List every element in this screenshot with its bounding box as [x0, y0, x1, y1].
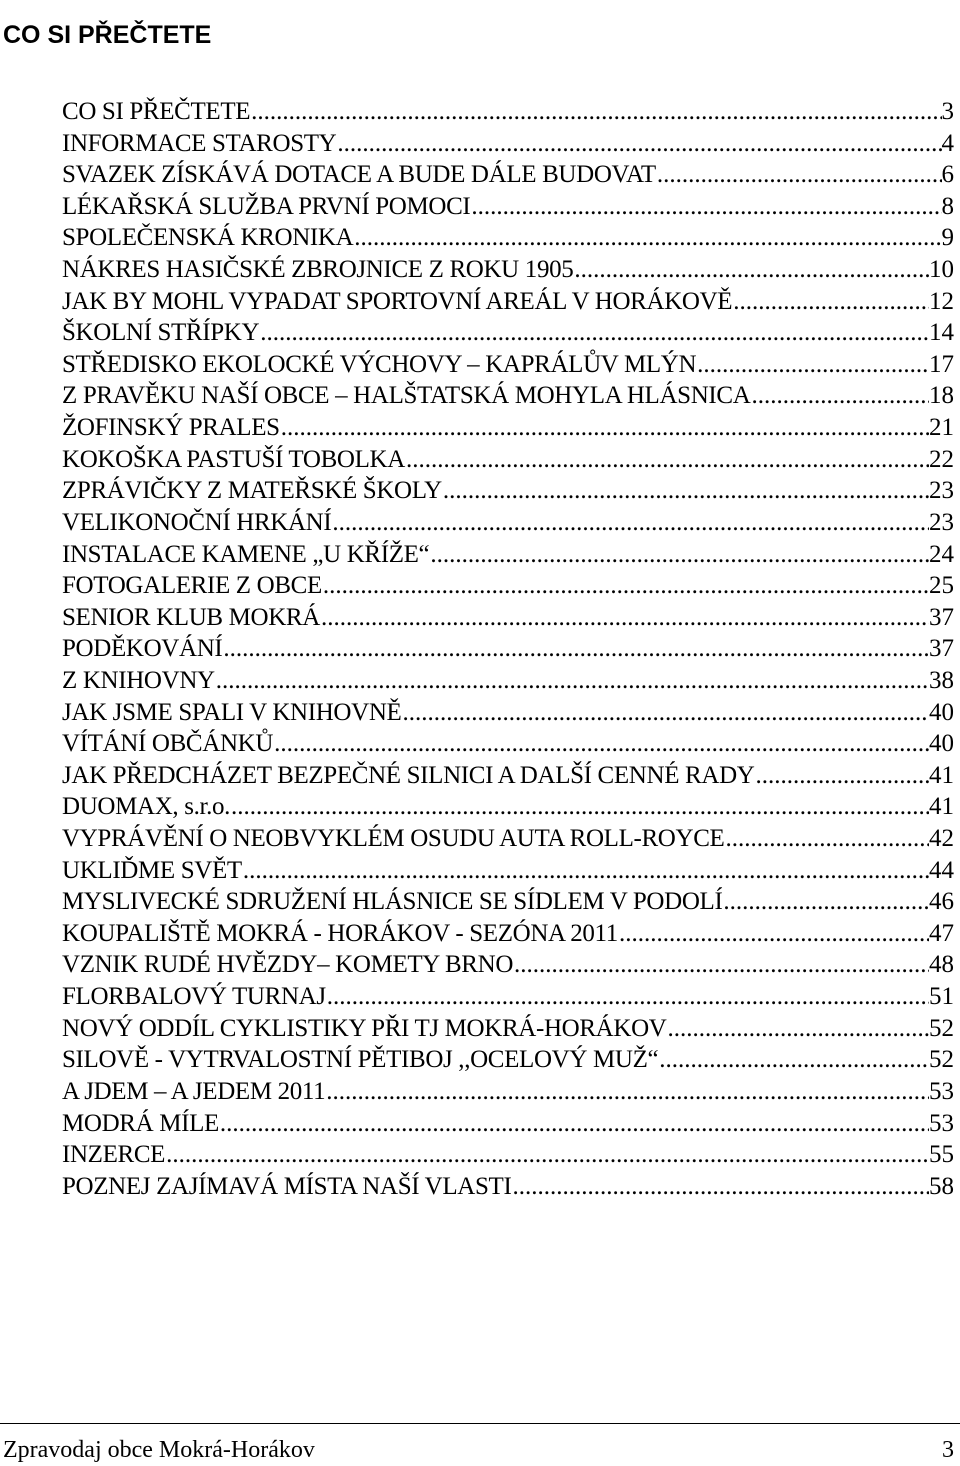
toc-entry-title: KOKOŠKA PASTUŠÍ TOBOLKA	[62, 445, 405, 473]
toc-entry-page: 23	[929, 477, 954, 505]
toc-dot-leader	[280, 412, 929, 444]
toc-dot-leader	[754, 760, 929, 792]
toc-entry[interactable]	[62, 981, 954, 1013]
toc-dot-leader	[750, 380, 929, 412]
toc-dot-leader	[401, 697, 929, 729]
toc-dot-leader	[722, 886, 929, 918]
toc-entry-page: 53	[929, 1077, 954, 1105]
toc-dot-leader	[336, 128, 941, 160]
toc-dot-leader	[511, 1171, 929, 1203]
toc-dot-leader	[696, 349, 929, 381]
toc-dot-leader	[331, 507, 929, 539]
toc-dot-leader	[222, 633, 929, 665]
toc-dot-leader	[658, 1044, 929, 1076]
toc-dot-leader	[470, 191, 941, 223]
toc-entry[interactable]	[62, 507, 954, 539]
toc-entry-page: 3	[941, 98, 954, 125]
footer-page-number: 3	[942, 1437, 954, 1463]
toc-entry-page: 53	[929, 1109, 954, 1137]
toc-entry[interactable]	[62, 918, 954, 950]
toc-entry[interactable]	[62, 222, 954, 254]
toc-dot-leader	[667, 1013, 929, 1045]
toc-entry[interactable]	[62, 380, 954, 412]
toc-entry-title: MODRÁ MÍLE	[62, 1109, 219, 1137]
toc-dot-leader	[405, 444, 929, 476]
toc-entry[interactable]	[62, 1013, 954, 1045]
footer-publication-title: Zpravodaj obce Mokrá-Horákov	[3, 1437, 315, 1463]
toc-entry-page: 42	[929, 825, 954, 853]
toc-entry-title: NOVÝ ODDÍL CYKLISTIKY PŘI TJ MOKRÁ-HORÁKOV	[62, 1014, 667, 1042]
toc-entry[interactable]	[62, 539, 954, 571]
toc-entry-page: 37	[929, 603, 954, 631]
toc-entry-page: 9	[941, 224, 954, 252]
toc-entry-page: 58	[929, 1172, 954, 1200]
toc-entry-page: 21	[929, 414, 954, 442]
toc-dot-leader	[573, 254, 929, 286]
toc-dot-leader	[259, 317, 929, 349]
toc-entry[interactable]	[62, 1076, 954, 1108]
toc-entry-page: 12	[929, 287, 954, 315]
toc-dot-leader	[322, 570, 929, 602]
toc-entry-page: 47	[929, 919, 954, 947]
toc-entry-page: 23	[929, 508, 954, 536]
toc-entry[interactable]	[62, 886, 954, 918]
toc-entry-title: NÁKRES HASIČSKÉ ZBROJNICE Z ROKU 1905	[62, 256, 574, 284]
toc-entry-page: 37	[929, 635, 954, 663]
toc-entry[interactable]	[62, 412, 954, 444]
toc-dot-leader	[230, 791, 929, 823]
toc-entry-title: JAK JSME SPALI V KNIHOVNĚ	[62, 698, 402, 726]
toc-entry-title: FOTOGALERIE Z OBCE	[62, 572, 322, 600]
toc-dot-leader	[732, 286, 929, 318]
toc-entry-title: UKLIĎME SVĚT	[62, 856, 242, 884]
toc-entry-title: Z KNIHOVNY	[62, 666, 215, 694]
toc-entry[interactable]	[62, 791, 954, 823]
toc-entry[interactable]	[62, 823, 954, 855]
toc-entry-page: 14	[929, 319, 954, 347]
toc-entry-page: 51	[929, 983, 954, 1011]
toc-entry-title: INSTALACE KAMENE „U KŘÍŽE“	[62, 540, 430, 568]
toc-entry-title: STŘEDISKO EKOLOCKÉ VÝCHOVY – KAPRÁLŮV MLÝN	[62, 350, 697, 378]
toc-dot-leader	[165, 1139, 929, 1171]
toc-entry-page: 22	[929, 445, 954, 473]
page-title: CO SI PŘEČTETE	[3, 20, 212, 49]
toc-dot-leader	[325, 1076, 929, 1108]
toc-entry[interactable]	[62, 697, 954, 729]
toc-dot-leader	[326, 981, 929, 1013]
toc-entry-page: 48	[929, 951, 954, 979]
toc-dot-leader	[242, 855, 929, 887]
toc-dot-leader	[215, 665, 929, 697]
toc-entry-page: 41	[929, 793, 954, 821]
toc-entry-title: POZNEJ ZAJÍMAVÁ MÍSTA NAŠÍ VLASTI	[62, 1172, 512, 1200]
toc-entry[interactable]	[62, 602, 954, 634]
toc-entry-title: KOUPALIŠTĚ MOKRÁ - HORÁKOV - SEZÓNA 2011	[62, 919, 618, 947]
toc-dot-leader	[618, 918, 929, 950]
toc-entry-title: VELIKONOČNÍ HRKÁNÍ	[62, 508, 332, 536]
toc-entry-title: SILOVĚ - VYTRVALOSTNÍ PĚTIBOJ ,,OCELOVÝ MUŽ“	[62, 1046, 659, 1074]
toc-entry-page: 44	[929, 856, 954, 884]
toc-dot-leader	[250, 96, 941, 128]
footer-divider	[0, 1423, 960, 1424]
toc-entry-title: ZPRÁVIČKY Z MATEŘSKÉ ŠKOLY	[62, 477, 442, 505]
toc-entry-title: Z PRAVĚKU NAŠÍ OBCE – HALŠTATSKÁ MOHYLA HLÁSNICA	[62, 382, 751, 410]
toc-entry-page: 52	[929, 1046, 954, 1074]
toc-dot-leader	[513, 949, 929, 981]
toc-entry-title: INFORMACE STAROSTY	[62, 129, 337, 157]
toc-entry-title: SENIOR KLUB MOKRÁ	[62, 603, 320, 631]
toc-entry-title: INZERCE	[62, 1141, 166, 1169]
toc-dot-leader	[353, 222, 941, 254]
toc-entry-page: 24	[929, 540, 954, 568]
toc-dot-leader	[273, 728, 929, 760]
toc-entry[interactable]	[62, 855, 954, 887]
toc-entry-title: A JDEM – A JEDEM 2011	[62, 1077, 326, 1105]
toc-entry-title: VÍTÁNÍ OBČÁNKŮ	[62, 730, 274, 758]
toc-entry-title: CO SI PŘEČTETE	[62, 98, 251, 125]
toc-entry[interactable]	[62, 1044, 954, 1076]
toc-entry[interactable]	[62, 570, 954, 602]
toc-entry[interactable]	[62, 1139, 954, 1171]
toc-entry[interactable]	[62, 96, 954, 128]
table-of-contents	[62, 96, 954, 1202]
toc-entry[interactable]	[62, 159, 954, 191]
toc-entry-page: 40	[929, 730, 954, 758]
toc-entry-page: 40	[929, 698, 954, 726]
toc-entry-page: 41	[929, 761, 954, 789]
toc-entry-page: 25	[929, 572, 954, 600]
toc-entry[interactable]	[62, 633, 954, 665]
toc-entry-page: 38	[929, 666, 954, 694]
toc-entry-title: JAK BY MOHL VYPADAT SPORTOVNÍ AREÁL V HORÁKOVĚ	[62, 287, 733, 315]
toc-entry-title: PODĚKOVÁNÍ	[62, 635, 223, 663]
toc-entry[interactable]	[62, 728, 954, 760]
toc-entry-title: MYSLIVECKÉ SDRUŽENÍ HLÁSNICE SE SÍDLEM V PODOLÍ	[62, 888, 723, 916]
toc-entry-page: 55	[929, 1141, 954, 1169]
toc-entry-page: 17	[929, 350, 954, 378]
toc-entry-title: VZNIK RUDÉ HVĚZDY– KOMETY BRNO	[62, 951, 514, 979]
toc-entry-page: 10	[929, 256, 954, 284]
toc-entry-title: SVAZEK ZÍSKÁVÁ DOTACE A BUDE DÁLE BUDOVAT	[62, 161, 656, 189]
toc-entry-title: JAK PŘEDCHÁZET BEZPEČNÉ SILNICI A DALŠÍ CENNÉ RADY	[62, 761, 755, 789]
toc-entry-title: DUOMAX, s.r.o.	[62, 793, 231, 821]
toc-entry-title: FLORBALOVÝ TURNAJ	[62, 983, 326, 1011]
toc-dot-leader	[320, 602, 929, 634]
toc-entry[interactable]	[62, 349, 954, 381]
toc-dot-leader	[724, 823, 929, 855]
toc-entry-page: 46	[929, 888, 954, 916]
toc-entry-page: 8	[941, 192, 954, 220]
toc-entry[interactable]	[62, 1171, 954, 1203]
toc-entry-page: 18	[929, 382, 954, 410]
toc-entry-title: ŠKOLNÍ STŘÍPKY	[62, 319, 260, 347]
toc-entry[interactable]	[62, 191, 954, 223]
toc-entry-title: SPOLEČENSKÁ KRONIKA	[62, 224, 354, 252]
toc-entry-page: 4	[941, 129, 954, 157]
toc-entry[interactable]	[62, 949, 954, 981]
toc-entry[interactable]	[62, 317, 954, 349]
toc-entry-page: 52	[929, 1014, 954, 1042]
toc-entry-page: 6	[941, 161, 954, 189]
toc-entry[interactable]	[62, 444, 954, 476]
toc-entry-title: ŽOFINSKÝ PRALES	[62, 414, 280, 442]
toc-dot-leader	[442, 475, 929, 507]
toc-entry[interactable]	[62, 760, 954, 792]
toc-entry[interactable]	[62, 1108, 954, 1140]
toc-entry[interactable]	[62, 665, 954, 697]
toc-entry-title: LÉKAŘSKÁ SLUŽBA PRVNÍ POMOCI	[62, 192, 471, 220]
toc-dot-leader	[429, 539, 929, 571]
toc-entry[interactable]	[62, 475, 954, 507]
toc-dot-leader	[219, 1108, 929, 1140]
toc-dot-leader	[656, 159, 942, 191]
toc-entry[interactable]	[62, 286, 954, 318]
toc-entry[interactable]	[62, 128, 954, 160]
toc-entry-title: VYPRÁVĚNÍ O NEOBVYKLÉM OSUDU AUTA ROLL-ROYCE	[62, 825, 725, 853]
toc-entry[interactable]	[62, 254, 954, 286]
